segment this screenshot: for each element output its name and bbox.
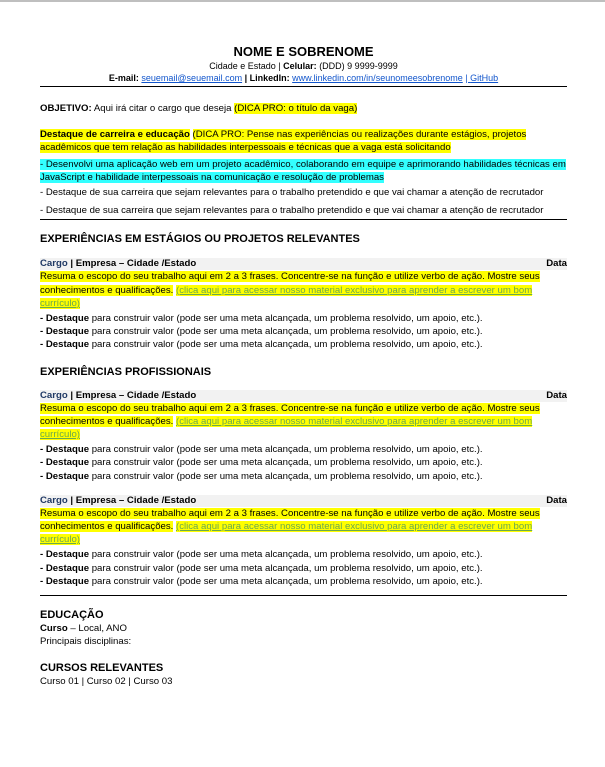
objective-label: OBJETIVO: [40,103,92,114]
bullet-label: - Destaque [40,444,90,456]
entry-company: | Empresa – Cidade /Estado [70,258,197,270]
entry-date: Data [546,389,567,401]
professional-entry [40,390,567,483]
entry-summary [40,270,567,310]
course-details: – Local, ANO [70,623,127,635]
entry-summary-text: Resuma o escopo do seu trabalho aqui em 2 a 3 frases. Concentre-se na função e utilize verbo de ação. Mostre seus conhecimentos e qualificações. [40,402,540,427]
entry-header [40,390,567,402]
highlights-tip: (DICA PRO: Pense nas experiências ou realizações durante estágios, projetos acadêmicos que tem relação as habilidades interpessoais e técnicas que a vaga está solicitando [40,129,527,154]
entry-date: Data [546,258,567,270]
entry-bullet [40,470,567,483]
entry-bullet [40,575,567,588]
entry-bullet [40,312,567,325]
bullet-text: para construir valor (pode ser uma meta alcançada, um problema resolvido, um apoio, etc.). [91,444,483,456]
email-link[interactable]: seuemail@seuemail.com [141,73,243,83]
objective-text: Aqui irá citar o cargo que deseja [93,103,232,114]
bullet-text: para construir valor (pode ser uma meta alcançada, um problema resolvido, um apoio, etc.). [91,326,483,338]
entry-summary-text: Resuma o escopo do seu trabalho aqui em 2 a 3 frases. Concentre-se na função e utilize verbo de ação. Mostre seus conhecimentos e qualificações. [40,507,540,533]
bullet-label: - Destaque [40,470,90,482]
objective-tip: (DICA PRO: o título da vaga) [234,103,358,114]
phone-label: Celular: [283,61,317,71]
internships-title: EXPERIÊNCIAS EM ESTÁGIOS OU PROJETOS RELEVANTES [40,233,360,246]
education-title: EDUCAÇÃO [40,609,104,622]
entry-date: Data [546,494,567,506]
highlights-example-text: - Desenvolvi uma aplicação web em um projeto acadêmico, colaborando em equipe e aprimorando habilidades técnicas em JavaScript e habilidade interpessoais na comunicação e resolução de problemas [40,158,566,183]
material-link[interactable]: (clica aqui para acessar nosso material exclusivo para aprender a escrever um bom currículo) [40,521,533,546]
candidate-name: NOME E SOBRENOME [233,44,374,59]
entry-bullet [40,443,567,456]
entry-bullet [40,548,567,561]
bullet-text: para construir valor (pode ser uma meta alcançada, um problema resolvido, um apoio, etc.). [91,575,483,587]
highlight-item: - Destaque de sua carreira que sejam relevantes para o trabalho pretendido e que vai chamar a atenção de recrutador [40,205,544,217]
internship-entry [40,258,567,351]
bullet-label: - Destaque [40,562,90,574]
objective [40,102,567,115]
bullet-text: para construir valor (pode ser uma meta alcançada, um problema resolvido, um apoio, etc.). [91,470,483,482]
highlights-label: Destaque de carreira e educação [40,129,190,141]
bullet-text: para construir valor (pode ser uma meta alcançada, um problema resolvido, um apoio, etc.). [91,549,483,561]
entry-header [40,258,567,270]
entry-bullet [40,456,567,469]
entry-role: Cargo [40,258,68,270]
bullet-text: para construir valor (pode ser uma meta alcançada, um problema resolvido, um apoio, etc.). [91,313,483,325]
material-link[interactable]: (clica aqui para acessar nosso material exclusivo para aprender a escrever um bom currículo) [40,415,533,441]
entry-summary [40,402,567,442]
bullet-label: - Destaque [40,549,90,561]
education-course [40,622,567,635]
bullet-text: para construir valor (pode ser uma meta alcançada, um problema resolvido, um apoio, etc.). [91,339,483,351]
entry-header [40,495,567,507]
page-top-border [0,0,605,2]
bullet-label: - Destaque [40,313,90,325]
entry-bullet [40,562,567,575]
course-name: Curso [40,623,68,635]
email-label: E-mail: [108,73,139,83]
github-link[interactable]: GitHub [470,73,499,83]
education-subjects: Principais disciplinas: [40,636,132,648]
bullet-text: para construir valor (pode ser uma meta alcançada, um problema resolvido, um apoio, etc.). [91,562,483,574]
location: Cidade e Estado [209,61,276,71]
resume-page [40,44,567,689]
highlight-item: - Destaque de sua carreira que sejam relevantes para o trabalho pretendido e que vai chamar a atenção de recrutador [40,187,544,199]
entry-bullet [40,325,567,338]
entry-summary-text: Resuma o escopo do seu trabalho aqui em 2 a 3 frases. Concentre-se na função e utilize verbo de ação. Mostre seus conhecimentos e qualificações. [40,271,540,296]
entry-bullet [40,338,567,351]
bullet-label: - Destaque [40,575,90,587]
contact-line-1 [40,60,567,72]
bullet-label: - Destaque [40,326,90,338]
contact-line-2 [40,72,567,84]
entry-summary [40,507,567,547]
separator: | [278,61,284,71]
professional-entry [40,495,567,588]
courses-title: CURSOS RELEVANTES [40,662,164,675]
courses-list: Curso 01 | Curso 02 | Curso 03 [40,676,173,688]
bullet-label: - Destaque [40,339,90,351]
highlights-example [40,158,567,184]
bullet-label: - Destaque [40,457,90,469]
separator: | [244,73,250,83]
professional-title: EXPERIÊNCIAS PROFISSIONAIS [40,365,212,378]
separator: | [465,73,471,83]
material-link[interactable]: (clica aqui para acessar nosso material exclusivo para aprender a escrever um bom currículo) [40,284,533,309]
entry-role: Cargo [40,389,68,401]
phone: (DDD) 9 9999-9999 [319,61,398,71]
linkedin-link[interactable]: www.linkedin.com/in/seunomeesobrenome [292,73,463,83]
bullet-text: para construir valor (pode ser uma meta alcançada, um problema resolvido, um apoio, etc.). [91,457,483,469]
highlights-intro [40,128,567,154]
entry-role: Cargo [40,494,68,506]
entry-company: | Empresa – Cidade /Estado [70,389,197,401]
linkedin-label: LinkedIn: [249,73,290,83]
entry-company: | Empresa – Cidade /Estado [70,494,197,506]
